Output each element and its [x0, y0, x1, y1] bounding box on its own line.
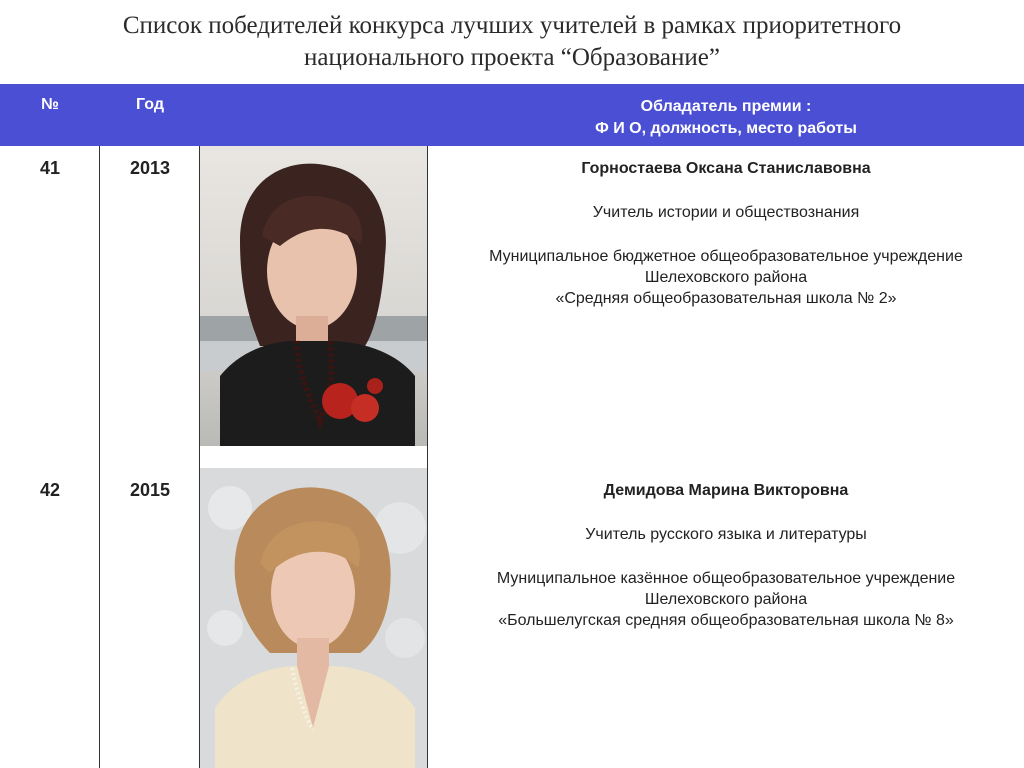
header-owner-line-2: Ф И О, должность, место работы: [595, 120, 857, 137]
organization-line-2: Шелеховского района: [644, 269, 808, 286]
row-year: 2013: [129, 158, 171, 178]
header-owner-line-1: Обладатель премии :: [640, 98, 812, 115]
table-header: [0, 84, 1024, 146]
winner-position: Учитель истории и обществознания: [592, 204, 860, 221]
winner-position: Учитель русского языка и литературы: [585, 526, 867, 543]
winner-organization: [428, 568, 1024, 631]
organization-line-3: «Средняя общеобразовательная школа № 2»: [555, 290, 897, 307]
organization-line-3: «Большелугская средняя общеобразовательная школа № 8»: [498, 612, 954, 629]
organization-line-1: Муниципальное казённое общеобразовательное учреждение: [496, 570, 956, 587]
winner-photo-image: [200, 146, 427, 446]
row-year: 2015: [129, 480, 171, 500]
row-number: 42: [39, 480, 61, 500]
winner-info: [428, 480, 1024, 631]
winner-photo: [200, 146, 427, 446]
winner-info: [428, 158, 1024, 309]
winner-name: Демидова Марина Викторовна: [603, 482, 849, 499]
column-divider: [99, 146, 100, 768]
header-year: Год: [136, 96, 164, 113]
header-owner: [428, 96, 1024, 140]
row-number: 41: [39, 158, 61, 178]
page-title-line-2: национального проекта “Образование”: [304, 44, 720, 71]
winner-photo-image: [200, 468, 427, 768]
header-number: №: [41, 96, 59, 113]
winner-name: Горностаева Оксана Станиславовна: [581, 160, 871, 177]
organization-line-1: Муниципальное бюджетное общеобразовательное учреждение: [489, 248, 963, 265]
page-title: [0, 10, 1024, 74]
winner-organization: [428, 246, 1024, 309]
organization-line-2: Шелеховского района: [644, 591, 808, 608]
winner-photo: [200, 468, 427, 768]
page-title-line-1: Список победителей конкурса лучших учителей в рамках приоритетного: [122, 12, 902, 39]
